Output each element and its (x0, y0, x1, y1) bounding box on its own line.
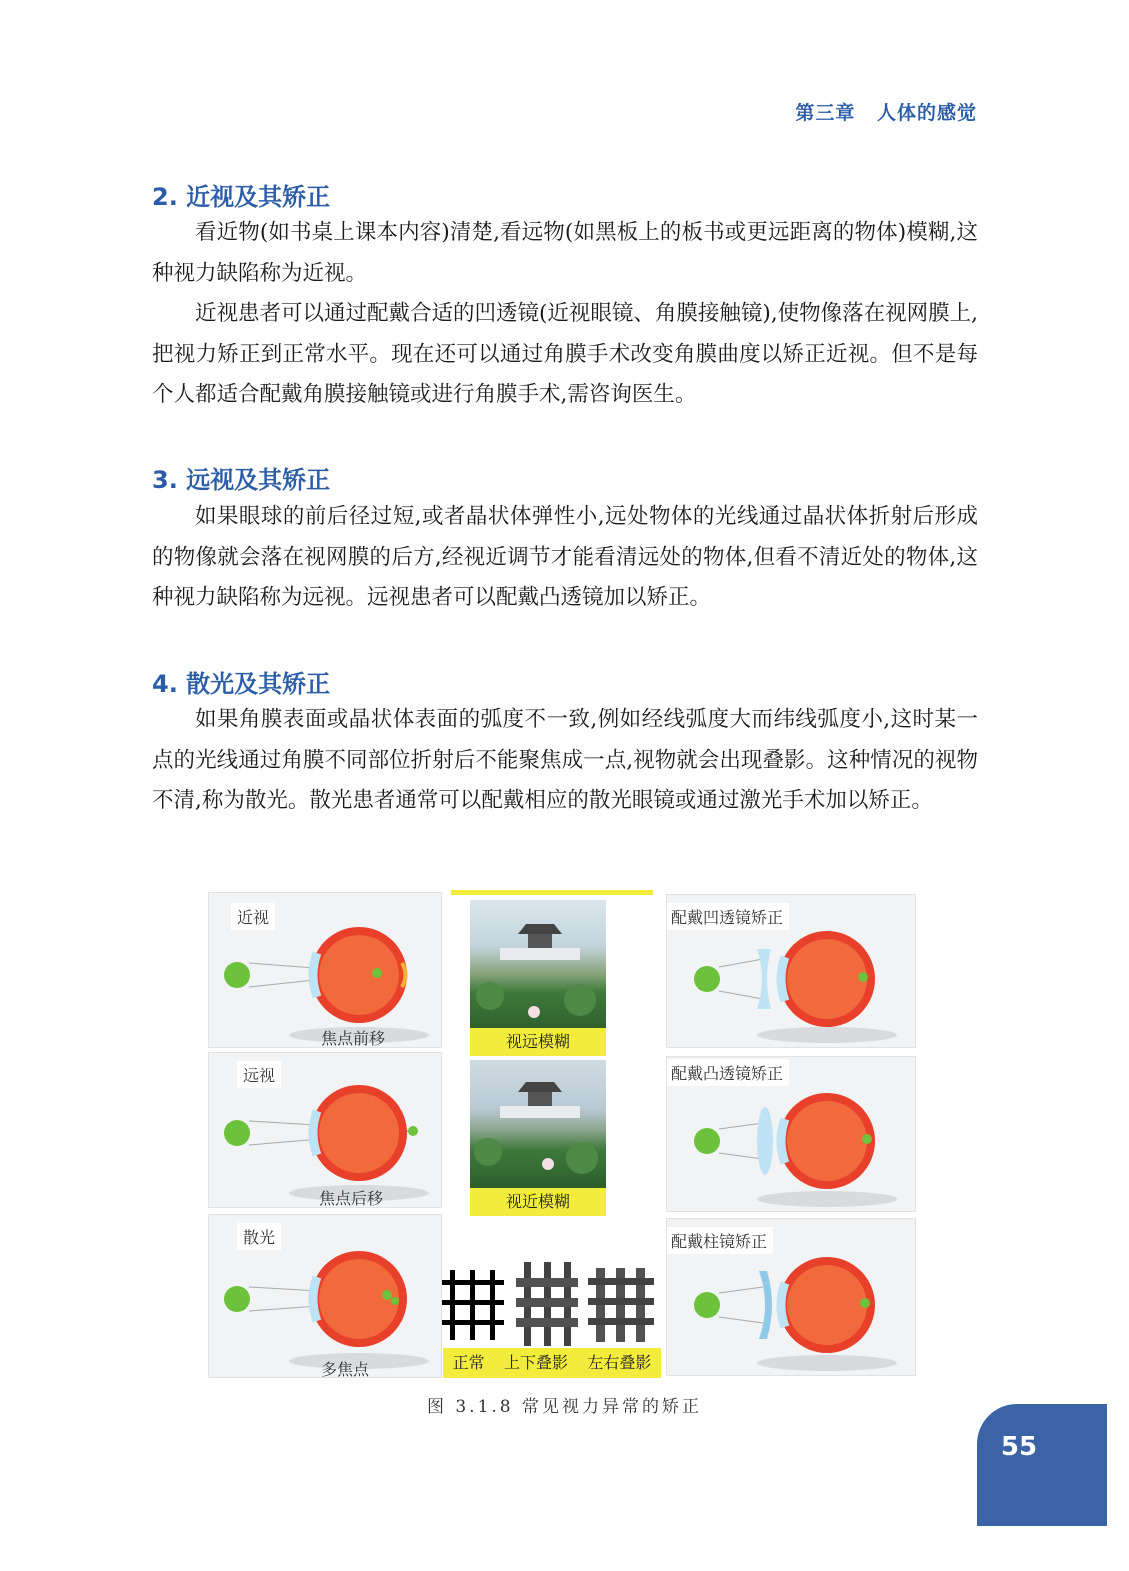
panel-astigmatism (208, 1214, 442, 1378)
panel-label: 配戴凹透镜矫正 (666, 903, 789, 930)
concave-lens-diagram (667, 895, 916, 1048)
page-number: 55 (1000, 1432, 1038, 1462)
grid-normal (442, 1270, 504, 1340)
cylinder-lens-icon (759, 1271, 772, 1339)
tag-blurred-far: 视远模糊 (470, 1028, 606, 1056)
grid-tag-horizontal: 左右叠影 (587, 1353, 652, 1372)
figure-caption: 图 3.1.8 常见视力异常的矫正 (426, 1397, 703, 1417)
apple-icon (224, 1286, 250, 1312)
photo-blurred-far (470, 900, 606, 1032)
figure-vision-correction (208, 890, 918, 1380)
apple-icon (694, 966, 720, 992)
grid-tag-vertical: 上下叠影 (503, 1353, 568, 1372)
grid-vertical-ghost (516, 1262, 578, 1346)
paragraph: 如果眼球的前后径过短,或者晶状体弹性小,远处物体的光线通过晶状体折射后形成的物像就会落在视网膜的后方,经视近调节才能看清远处的物体,但看不清近处的物体,这种视力缺陷称为远视。远视患者可以配戴凸透镜加以矫正。 (152, 504, 978, 610)
cylinder-lens-diagram (667, 1219, 916, 1376)
panel-hyperopia (208, 1052, 442, 1208)
grid-tags (443, 1348, 661, 1378)
section-heading-astigmatism: 4. 散光及其矫正 (152, 670, 331, 698)
paragraph: 近视患者可以通过配戴合适的凹透镜(近视眼镜、角膜接触镜),使物像落在视网膜上,把视力矫正到正常水平。现在还可以通过角膜手术改变角膜曲度以矫正近视。但不是每个人都适合配戴角膜接触镜或进行角膜手术,需咨询医生。 (152, 301, 978, 407)
panel-label: 散光 (237, 1223, 281, 1250)
panel-label: 远视 (237, 1061, 281, 1088)
chapter-header: 第三章 人体的感觉 (795, 102, 977, 124)
paragraph: 如果角膜表面或晶状体表面的弧度不一致,例如经线弧度大而纬线弧度小,这时某一点的光线通过角膜不同部位折射后不能聚焦成一点,视物就会出现叠影。这种情况的视物不清,称为散光。散光患者通常可以配戴相应的散光眼镜或通过激光手术加以矫正。 (152, 707, 978, 813)
myopia-eye-diagram (209, 893, 442, 1048)
apple-icon (224, 1120, 250, 1146)
concave-lens-icon (757, 949, 771, 1009)
panel-label: 配戴凸透镜矫正 (666, 1059, 789, 1086)
panel-caption: 多焦点 (321, 1360, 370, 1378)
panel-cylinder-correction (666, 1218, 916, 1376)
photo-blurred-near (470, 1060, 606, 1188)
tag-blurred-near: 视近模糊 (470, 1188, 606, 1216)
panel-concave-correction (666, 894, 916, 1048)
hyperopia-eye-diagram (209, 1053, 442, 1208)
grid-tag-normal: 正常 (452, 1353, 485, 1372)
paragraph: 看近物(如书桌上课本内容)清楚,看远物(如黑板上的板书或更远距离的物体)模糊,这种视力缺陷称为近视。 (152, 220, 978, 286)
panel-caption: 焦点前移 (321, 1029, 386, 1048)
panel-myopia (208, 892, 442, 1048)
page-number-tab (977, 1404, 1107, 1526)
pavilion-bridge-image (470, 900, 606, 1032)
panel-label: 配戴柱镜矫正 (666, 1227, 773, 1254)
apple-icon (224, 962, 250, 988)
grid-horizontal-ghost (588, 1268, 654, 1342)
astigmatism-eye-diagram (209, 1215, 442, 1378)
panel-label: 近视 (231, 903, 275, 930)
pavilion-bridge-image (470, 1060, 606, 1188)
section-heading-hyperopia: 3. 远视及其矫正 (152, 466, 331, 494)
convex-lens-diagram (667, 1057, 916, 1212)
apple-icon (694, 1292, 720, 1318)
panel-convex-correction (666, 1056, 916, 1212)
convex-lens-icon (757, 1107, 773, 1175)
apple-icon (694, 1128, 720, 1154)
astigmatism-grids (440, 1248, 660, 1348)
panel-caption: 焦点后移 (319, 1189, 384, 1208)
section-heading-myopia: 2. 近视及其矫正 (152, 183, 331, 211)
